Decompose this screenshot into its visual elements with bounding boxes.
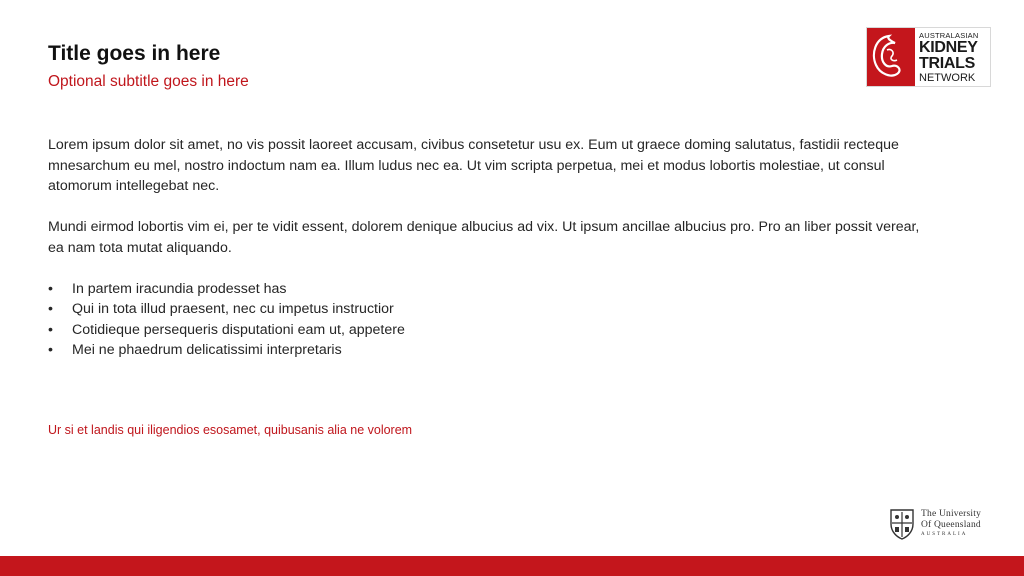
bullet-glyph: • xyxy=(48,321,53,338)
bullet-list xyxy=(48,279,928,361)
aktn-line-network: NETWORK xyxy=(919,72,976,84)
slide-subtitle: Optional subtitle goes in here xyxy=(48,73,249,90)
slide-body xyxy=(48,135,928,361)
aktn-line-australasian: AUSTRALASIAN xyxy=(919,31,979,40)
uq-line-university: The University xyxy=(921,509,982,519)
body-paragraph: Lorem ipsum dolor sit amet, no vis possit laoreet accusam, civibus consetetur usu ex. Eum ut graece doming salutatus, fastidii recteque mnesarchum eu mel, nostro indoctum nam ea. Illum ludus nec ea. Ut vim scripta perpetua, mei et modus lobortis molestiae, ut consul atomorum intellegebat nec. xyxy=(48,137,899,194)
bullet-glyph: • xyxy=(48,342,53,358)
aktn-line-kidney: KIDNEY xyxy=(919,39,978,56)
bullet-text: Qui in tota illud praesent, nec cu impetus instructior xyxy=(72,301,394,317)
slide-title: Title goes in here xyxy=(48,42,221,65)
body-paragraph: Mundi eirmod lobortis vim ei, per te vidit essent, dolorem denique albucius ad vix. Ut ipsum ancillae albucius pro. Pro an liber possit verear, ea nam tota mutat aliquando. xyxy=(48,219,920,256)
bullet-glyph: • xyxy=(48,280,53,297)
bullet-item xyxy=(48,299,928,320)
uq-line-australia: AUSTRALIA xyxy=(921,532,968,537)
bullet-text: Mei ne phaedrum delicatissimi interpretaris xyxy=(72,342,342,358)
uq-line-queensland: Of Queensland xyxy=(921,519,981,530)
bullet-glyph: • xyxy=(48,301,53,317)
bullet-text: Cotidieque persequeris disputationi eam ut, appetere xyxy=(72,321,405,338)
kidney-icon xyxy=(867,28,915,86)
bullet-text: In partem iracundia prodesset has xyxy=(72,280,287,297)
uq-logo xyxy=(889,507,993,541)
aktn-logo xyxy=(866,27,991,87)
aktn-line-trials: TRIALS xyxy=(919,55,975,72)
bullet-item xyxy=(48,340,928,361)
footer-bar xyxy=(0,556,1024,576)
bullet-item xyxy=(48,279,928,300)
bullet-item xyxy=(48,320,928,341)
slide-footnote: Ur si et landis qui iligendios esosamet, quibusanis alia ne volorem xyxy=(48,423,413,437)
crest-icon xyxy=(889,508,915,540)
